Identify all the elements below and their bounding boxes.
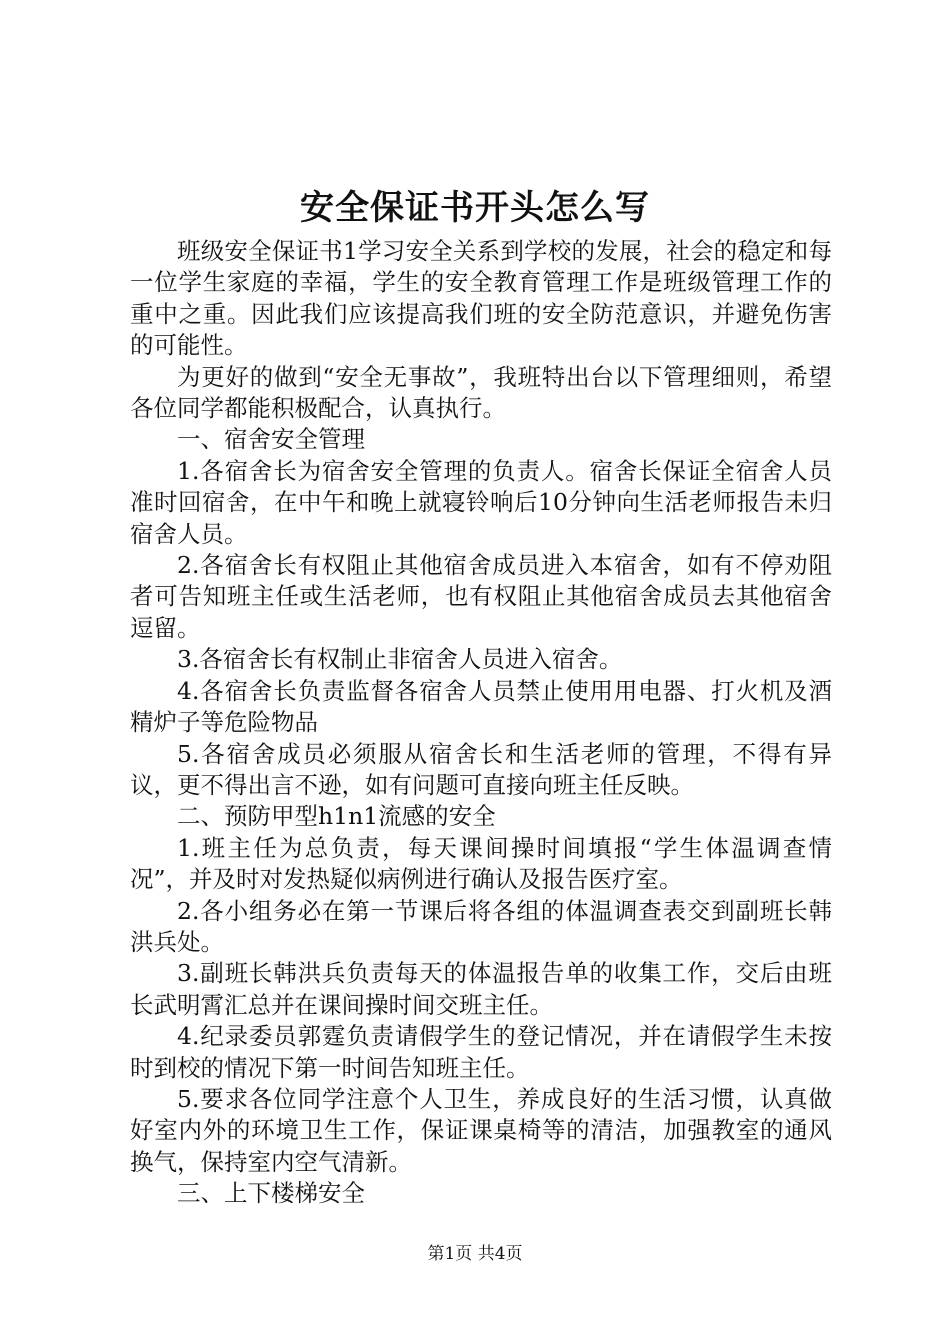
section-heading-stairs: 三、上下楼梯安全	[177, 1179, 365, 1208]
paragraph-item: 5.各宿舍成员必须服从宿舍长和生活老师的管理，不得有异议，更不得出言不逊，如有问题可直接向班主任反映。	[130, 739, 832, 799]
page-footer: 第1页 共4页	[427, 1244, 523, 1264]
paragraph-item: 1.各宿舍长为宿舍安全管理的负责人。宿舍长保证全宿舍人员准时回宿舍，在中午和晚上就寝铃响后10分钟向生活老师报告未归宿舍人员。	[130, 456, 832, 548]
paragraph-item: 5.要求各位同学注意个人卫生，养成良好的生活习惯，认真做好室内外的环境卫生工作，保证课桌椅等的清洁，加强教室的通风换气，保持室内空气清新。	[130, 1084, 832, 1176]
paragraph-intro: 班级安全保证书1学习安全关系到学校的发展，社会的稳定和每一位学生家庭的幸福，学生的安全教育管理工作是班级管理工作的重中之重。因此我们应该提高我们班的安全防范意识，并避免伤害的可能性。	[130, 237, 832, 360]
paragraph-item: 4.各宿舍长负责监督各宿舍人员禁止使用用电器、打火机及酒精炉子等危险物品	[130, 676, 832, 737]
paragraph-item: 3.各宿舍长有权制止非宿舍人员进入宿舍。	[177, 645, 623, 674]
paragraph-item: 1.班主任为总负责，每天课间操时间填报“学生体温调查情况”，并及时对发热疑似病例进行确认及报告医疗室。	[130, 833, 832, 894]
paragraph-item: 3.副班长韩洪兵负责每天的体温报告单的收集工作，交后由班长武明霄汇总并在课间操时间交班主任。	[130, 959, 832, 1019]
paragraph-item: 4.纪录委员郭霆负责请假学生的登记情况，并在请假学生未按时到校的情况下第一时间告知班主任。	[130, 1022, 832, 1082]
paragraph-item: 2.各小组务必在第一节课后将各组的体温调查表交到副班长韩洪兵处。	[130, 896, 832, 956]
document-title: 安全保证书开头怎么写	[300, 188, 650, 228]
document-body	[130, 236, 832, 1210]
section-heading-dormitory: 一、宿舍安全管理	[177, 425, 365, 454]
paragraph-item: 2.各宿舍长有权阻止其他宿舍成员进入本宿舍，如有不停劝阻者可告知班主任或生活老师，也有权阻止其他宿舍成员去其他宿舍逗留。	[130, 551, 832, 642]
paragraph-purpose: 为更好的做到“安全无事故”，我班特出台以下管理细则，希望各位同学都能积极配合，认真执行。	[130, 362, 832, 423]
section-heading-flu: 二、预防甲型h1n1流感的安全	[177, 802, 496, 831]
